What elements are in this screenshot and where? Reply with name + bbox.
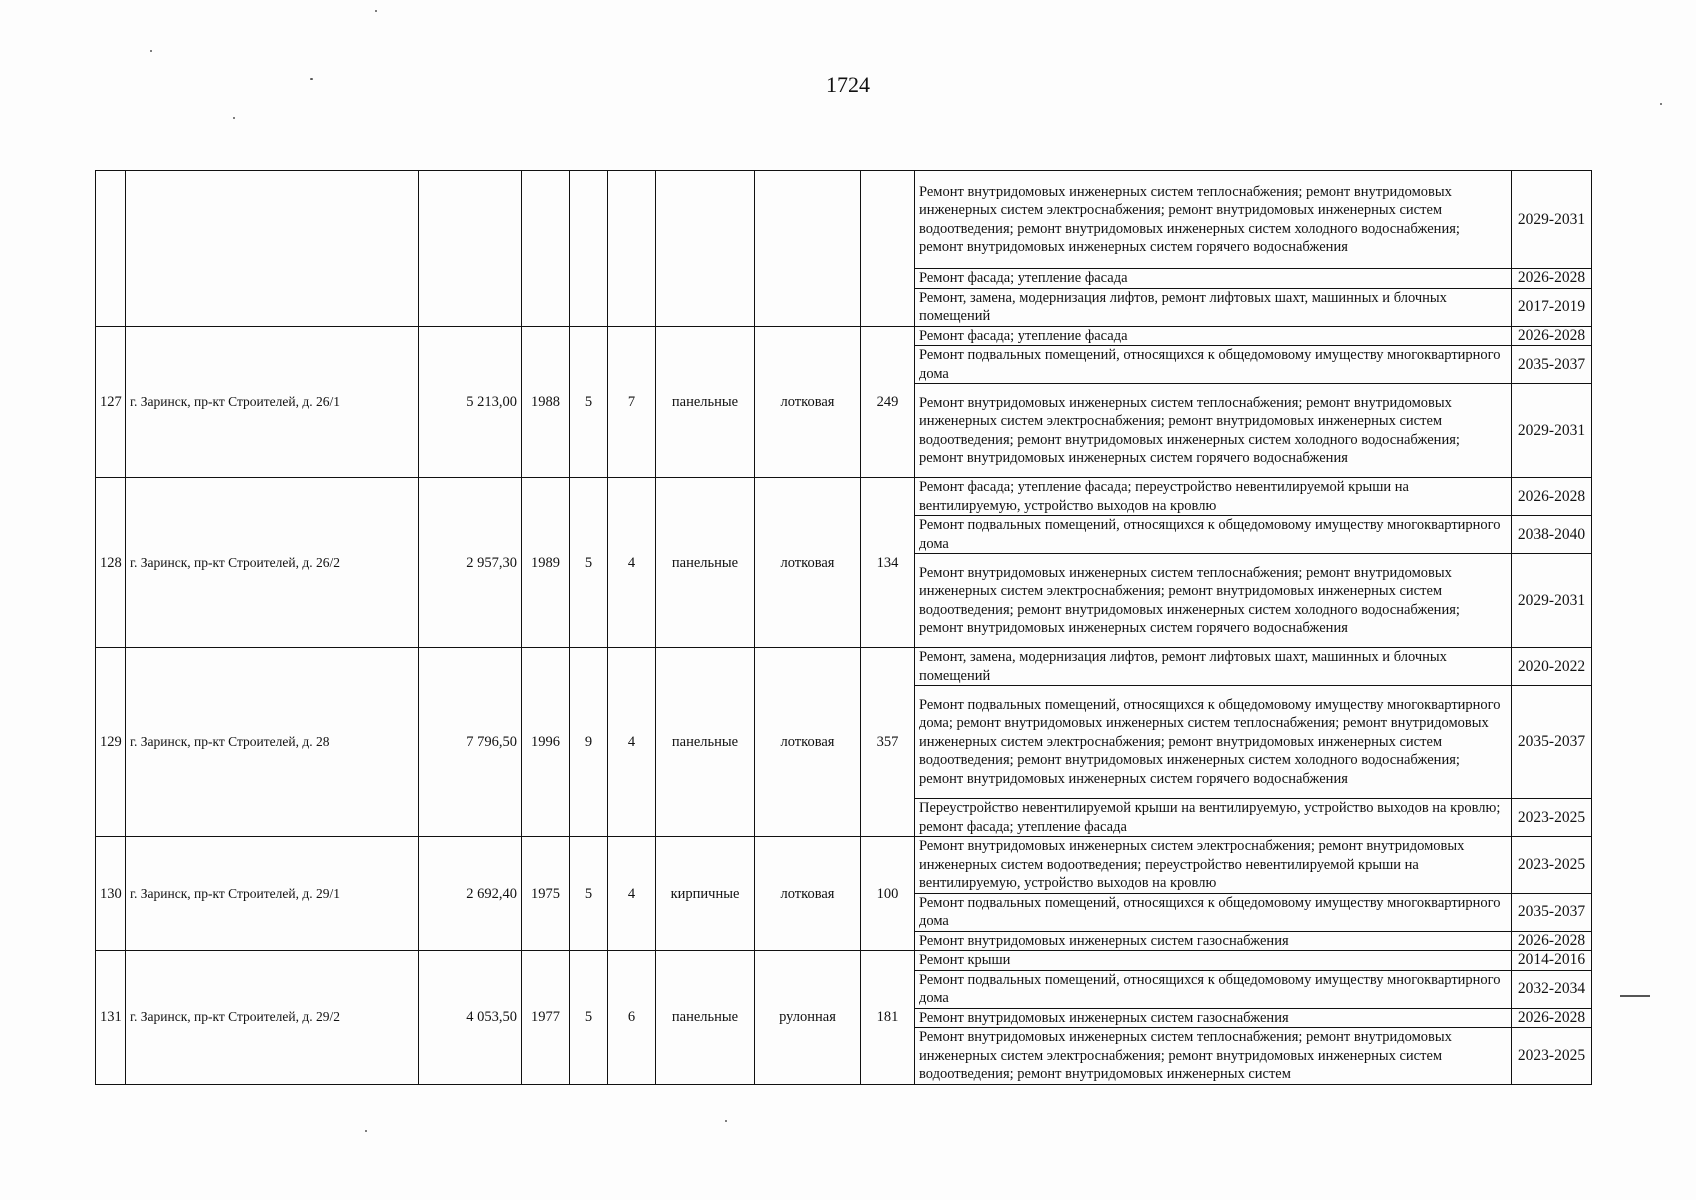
wall-material: панельные [656, 326, 755, 478]
wall-material: кирпичные [656, 837, 755, 951]
work-period: 2029-2031 [1512, 384, 1592, 478]
resident-count [861, 171, 915, 327]
work-period: 2035-2037 [1512, 686, 1592, 799]
roof-type [755, 171, 861, 327]
total-area: 7 796,50 [419, 648, 522, 837]
resident-count: 100 [861, 837, 915, 951]
entrance-count: 6 [608, 951, 656, 1085]
roof-type: лотковая [755, 648, 861, 837]
record-number: 130 [96, 837, 126, 951]
floor-count [570, 171, 608, 327]
commission-year [522, 171, 570, 327]
work-period: 2026-2028 [1512, 1008, 1592, 1028]
work-period: 2026-2028 [1512, 478, 1592, 516]
scan-speck [375, 10, 377, 12]
page-number: 1724 [826, 72, 870, 97]
scan-speck [150, 50, 152, 52]
work-period: 2017-2019 [1512, 288, 1592, 326]
work-period: 2023-2025 [1512, 799, 1592, 837]
roof-type: рулонная [755, 951, 861, 1085]
housing-repair-table [95, 170, 1592, 1085]
work-period: 2026-2028 [1512, 269, 1592, 289]
total-area [419, 171, 522, 327]
work-description: Ремонт фасада; утепление фасада [915, 326, 1512, 346]
work-description: Ремонт подвальных помещений, относящихся к общедомовому имуществу многоквартирного дома [915, 970, 1512, 1008]
house-address: г. Заринск, пр-кт Строителей, д. 26/2 [126, 478, 419, 648]
work-period: 2032-2034 [1512, 970, 1592, 1008]
work-description: Ремонт внутридомовых инженерных систем газоснабжения [915, 1008, 1512, 1028]
table-row [96, 837, 1592, 894]
wall-material: панельные [656, 648, 755, 837]
work-description: Ремонт подвальных помещений, относящихся к общедомовому имуществу многоквартирного дома; ремонт внутридомовых инженерных систем теплоснабжения; ремонт внутридомовых инженерных систем электроснабжения; ремонт внутридомовых инженерных систем водоотведения; ремонт внутридомовых инженерных систем холодного водоснабжения; ремонт внутридомовых инженерных систем горячего водоснабжения [915, 686, 1512, 799]
work-description: Ремонт фасада; утепление фасада; переустройство невентилируемой крыши на вентилируемую, устройство выходов на кровлю [915, 478, 1512, 516]
house-address: г. Заринск, пр-кт Строителей, д. 29/2 [126, 951, 419, 1085]
roof-type: лотковая [755, 478, 861, 648]
scan-speck [310, 78, 313, 80]
table-row [96, 478, 1592, 516]
work-description: Ремонт внутридомовых инженерных систем теплоснабжения; ремонт внутридомовых инженерных систем электроснабжения; ремонт внутридомовых инженерных систем водоотведения; ремонт внутридомовых инженерных систем холодного водоснабжения; ремонт внутридомовых инженерных систем горячего водоснабжения [915, 554, 1512, 648]
table-row [96, 171, 1592, 269]
record-number [96, 171, 126, 327]
work-period: 2026-2028 [1512, 931, 1592, 951]
entrance-count: 4 [608, 837, 656, 951]
total-area: 2 692,40 [419, 837, 522, 951]
work-description: Ремонт подвальных помещений, относящихся к общедомовому имуществу многоквартирного дома [915, 893, 1512, 931]
house-address: г. Заринск, пр-кт Строителей, д. 26/1 [126, 326, 419, 478]
work-period: 2023-2025 [1512, 837, 1592, 894]
resident-count: 181 [861, 951, 915, 1085]
resident-count: 249 [861, 326, 915, 478]
record-number: 127 [96, 326, 126, 478]
house-address: г. Заринск, пр-кт Строителей, д. 28 [126, 648, 419, 837]
commission-year: 1977 [522, 951, 570, 1085]
commission-year: 1989 [522, 478, 570, 648]
table-body [96, 171, 1592, 1085]
work-period: 2020-2022 [1512, 648, 1592, 686]
work-period: 2035-2037 [1512, 893, 1592, 931]
total-area: 5 213,00 [419, 326, 522, 478]
floor-count: 5 [570, 837, 608, 951]
work-description: Ремонт подвальных помещений, относящихся к общедомовому имуществу многоквартирного дома [915, 346, 1512, 384]
resident-count: 357 [861, 648, 915, 837]
floor-count: 9 [570, 648, 608, 837]
work-description: Ремонт внутридомовых инженерных систем теплоснабжения; ремонт внутридомовых инженерных систем электроснабжения; ремонт внутридомовых инженерных систем водоотведения; ремонт внутридомовых инженерных систем [915, 1028, 1512, 1085]
resident-count: 134 [861, 478, 915, 648]
scan-speck [1660, 103, 1662, 105]
work-period: 2014-2016 [1512, 951, 1592, 971]
work-description: Ремонт внутридомовых инженерных систем газоснабжения [915, 931, 1512, 951]
work-description: Ремонт, замена, модернизация лифтов, ремонт лифтовых шахт, машинных и блочных помещений [915, 288, 1512, 326]
floor-count: 5 [570, 951, 608, 1085]
work-description: Ремонт фасада; утепление фасада [915, 269, 1512, 289]
entrance-count: 4 [608, 478, 656, 648]
wall-material: панельные [656, 478, 755, 648]
table-row [96, 326, 1592, 346]
roof-type: лотковая [755, 326, 861, 478]
entrance-count [608, 171, 656, 327]
scan-speck [1620, 995, 1650, 997]
record-number: 128 [96, 478, 126, 648]
roof-type: лотковая [755, 837, 861, 951]
house-address [126, 171, 419, 327]
total-area: 2 957,30 [419, 478, 522, 648]
work-description: Ремонт внутридомовых инженерных систем электроснабжения; ремонт внутридомовых инженерных систем водоотведения; переустройство невентилируемой крыши на вентилируемую, устройство выходов на кровлю [915, 837, 1512, 894]
table-row [96, 951, 1592, 971]
work-description: Переустройство невентилируемой крыши на вентилируемую, устройство выходов на кровлю; ремонт фасада; утепление фасада [915, 799, 1512, 837]
work-period: 2035-2037 [1512, 346, 1592, 384]
work-period: 2026-2028 [1512, 326, 1592, 346]
wall-material: панельные [656, 951, 755, 1085]
work-description: Ремонт внутридомовых инженерных систем теплоснабжения; ремонт внутридомовых инженерных систем электроснабжения; ремонт внутридомовых инженерных систем водоотведения; ремонт внутридомовых инженерных систем холодного водоснабжения; ремонт внутридомовых инженерных систем горячего водоснабжения [915, 171, 1512, 269]
work-description: Ремонт внутридомовых инженерных систем теплоснабжения; ремонт внутридомовых инженерных систем электроснабжения; ремонт внутридомовых инженерных систем водоотведения; ремонт внутридомовых инженерных систем холодного водоснабжения; ремонт внутридомовых инженерных систем горячего водоснабжения [915, 384, 1512, 478]
table-row [96, 648, 1592, 686]
record-number: 131 [96, 951, 126, 1085]
work-description: Ремонт, замена, модернизация лифтов, ремонт лифтовых шахт, машинных и блочных помещений [915, 648, 1512, 686]
commission-year: 1975 [522, 837, 570, 951]
work-description: Ремонт крыши [915, 951, 1512, 971]
house-address: г. Заринск, пр-кт Строителей, д. 29/1 [126, 837, 419, 951]
work-period: 2029-2031 [1512, 554, 1592, 648]
work-period: 2023-2025 [1512, 1028, 1592, 1085]
commission-year: 1996 [522, 648, 570, 837]
record-number: 129 [96, 648, 126, 837]
commission-year: 1988 [522, 326, 570, 478]
total-area: 4 053,50 [419, 951, 522, 1085]
scan-speck [233, 117, 235, 119]
floor-count: 5 [570, 326, 608, 478]
wall-material [656, 171, 755, 327]
entrance-count: 7 [608, 326, 656, 478]
work-period: 2029-2031 [1512, 171, 1592, 269]
entrance-count: 4 [608, 648, 656, 837]
work-description: Ремонт подвальных помещений, относящихся к общедомовому имуществу многоквартирного дома [915, 516, 1512, 554]
scan-speck [365, 1130, 367, 1132]
scan-speck [725, 1120, 727, 1122]
floor-count: 5 [570, 478, 608, 648]
work-period: 2038-2040 [1512, 516, 1592, 554]
